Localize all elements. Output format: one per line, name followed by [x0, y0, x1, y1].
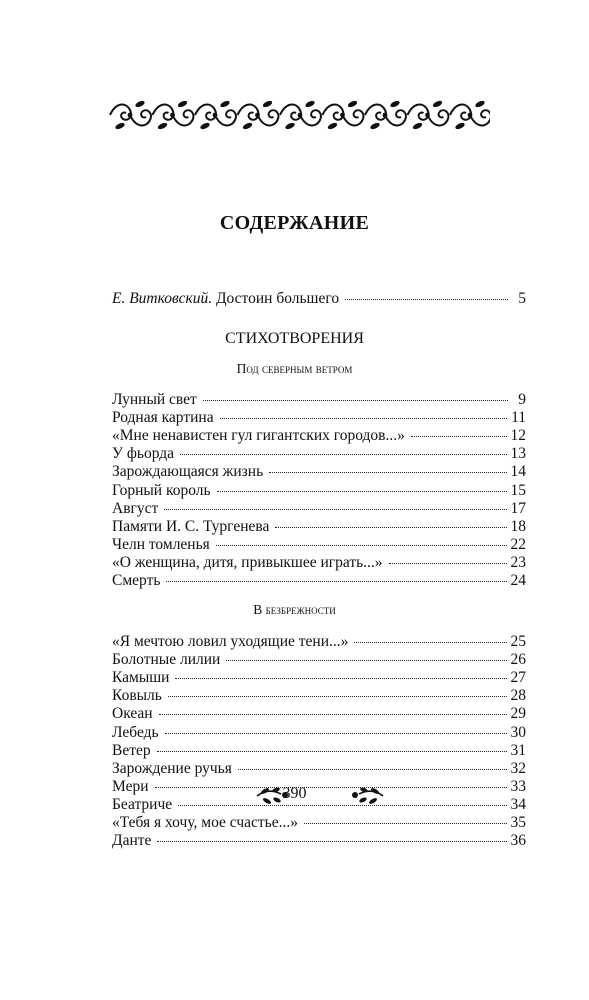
leader-dots	[389, 563, 507, 564]
leader-dots	[157, 841, 506, 842]
toc-entry	[112, 444, 526, 463]
leader-dots	[164, 509, 506, 510]
toc-entry	[112, 553, 526, 572]
entry-title: Беатриче	[112, 795, 173, 813]
intro-author: Е. Витковский.	[112, 290, 213, 307]
entry-page: 23	[510, 553, 526, 571]
leader-dots	[226, 660, 506, 661]
leader-dots	[411, 436, 507, 437]
entry-page: 18	[510, 517, 526, 535]
entry-page: 28	[510, 687, 526, 705]
intro-title: Достоин большего	[215, 290, 340, 307]
entry-title: Смерть	[112, 572, 161, 589]
entry-page: 34	[510, 795, 526, 813]
leader-dots	[166, 581, 506, 582]
leader-dots	[220, 418, 507, 419]
toc-entry	[112, 632, 526, 651]
leader-dots	[304, 823, 507, 824]
entry-page: 25	[510, 633, 526, 650]
leader-dots	[216, 545, 507, 546]
entry-title: Ковыль	[112, 687, 162, 705]
entry-title: Горный король	[112, 481, 211, 499]
leader-dots	[345, 299, 508, 300]
entry-title: Памяти И. С. Тургенева	[112, 517, 270, 535]
toc-entry	[112, 517, 526, 536]
entry-title: У фьорда	[112, 445, 175, 463]
entry-page: 29	[510, 705, 526, 723]
leader-dots	[275, 527, 506, 528]
toc-entry	[112, 390, 526, 409]
toc-entry	[112, 741, 526, 760]
entry-page: 27	[510, 669, 526, 687]
entry-page: 22	[510, 535, 526, 553]
toc-entry	[112, 571, 526, 590]
entry-title: Болотные лилии	[112, 651, 221, 669]
entry-page: 15	[510, 481, 526, 499]
leader-dots	[168, 696, 507, 697]
entry-page: 36	[510, 832, 526, 850]
entry-page: 32	[510, 759, 526, 777]
toc-entry	[112, 668, 526, 687]
toc-entry	[112, 704, 526, 723]
entry-title: «Тебя я хочу, мое счастье...»	[112, 814, 298, 831]
entry-page: 12	[510, 427, 526, 445]
entry-page: 14	[510, 463, 526, 481]
entry-title: «Я мечтою ловил уходящие тени...»	[112, 633, 349, 650]
entry-page: 11	[511, 409, 526, 427]
toc-entry	[112, 650, 526, 669]
entry-page: 24	[510, 572, 526, 589]
section-heading: СТИХОТВОРЕНИЯ	[225, 330, 364, 347]
toc-entry	[112, 723, 526, 742]
entry-title: Родная картина	[112, 409, 214, 427]
leader-dots	[217, 491, 507, 492]
toc-intro-entry	[112, 289, 526, 308]
part-heading-2: В безбрежности	[253, 602, 336, 617]
toc-entry	[112, 535, 526, 554]
leader-dots	[157, 751, 507, 752]
toc-entry	[112, 408, 526, 427]
entry-page: 9	[518, 391, 526, 408]
entry-page: 30	[510, 723, 526, 741]
entry-page: 26	[510, 651, 526, 669]
entry-page: 33	[510, 777, 526, 795]
leader-dots	[175, 678, 506, 679]
page-number: 390	[282, 785, 307, 802]
page-title: СОДЕРЖАНИЕ	[219, 212, 370, 234]
toc-entry	[112, 481, 526, 500]
entry-title: Зарождение ручья	[112, 759, 232, 777]
entry-page: 35	[510, 814, 526, 831]
leader-dots	[203, 400, 508, 401]
entry-title: Август	[112, 499, 159, 517]
entry-title: Челн томленья	[112, 535, 210, 553]
leader-dots	[238, 769, 507, 770]
floral-header-ornament	[108, 96, 490, 134]
toc-entry	[112, 831, 526, 850]
part-heading-1: Под северным ветром	[236, 361, 353, 376]
entry-page: 13	[510, 445, 526, 463]
toc-entry	[112, 813, 526, 832]
entry-title: «О женщина, дитя, привыкшее играть...»	[112, 553, 383, 571]
entry-title: «Мне ненавистен гул гигантских городов...»	[112, 427, 405, 445]
entry-page: 17	[510, 499, 526, 517]
entry-title: Ветер	[112, 741, 151, 759]
leader-dots	[354, 642, 506, 643]
leader-dots	[165, 733, 507, 734]
entry-title: Океан	[112, 705, 153, 723]
toc-entry	[112, 686, 526, 705]
entry-page: 31	[510, 741, 526, 759]
toc-entry	[112, 759, 526, 778]
entry-title: Зарождающаяся жизнь	[112, 463, 264, 481]
leader-dots	[180, 454, 506, 455]
entry-title: Мери	[112, 777, 149, 795]
leader-dots	[159, 714, 507, 715]
entry-title: Лебедь	[112, 723, 159, 741]
entry-title: Данте	[112, 832, 152, 850]
intro-page: 5	[518, 290, 526, 307]
entry-title: Лунный свет	[112, 391, 197, 408]
leader-dots	[269, 472, 506, 473]
toc-entry	[112, 462, 526, 481]
toc-entry	[112, 499, 526, 518]
toc-entry	[112, 426, 526, 445]
entry-title: Камыши	[112, 669, 170, 687]
